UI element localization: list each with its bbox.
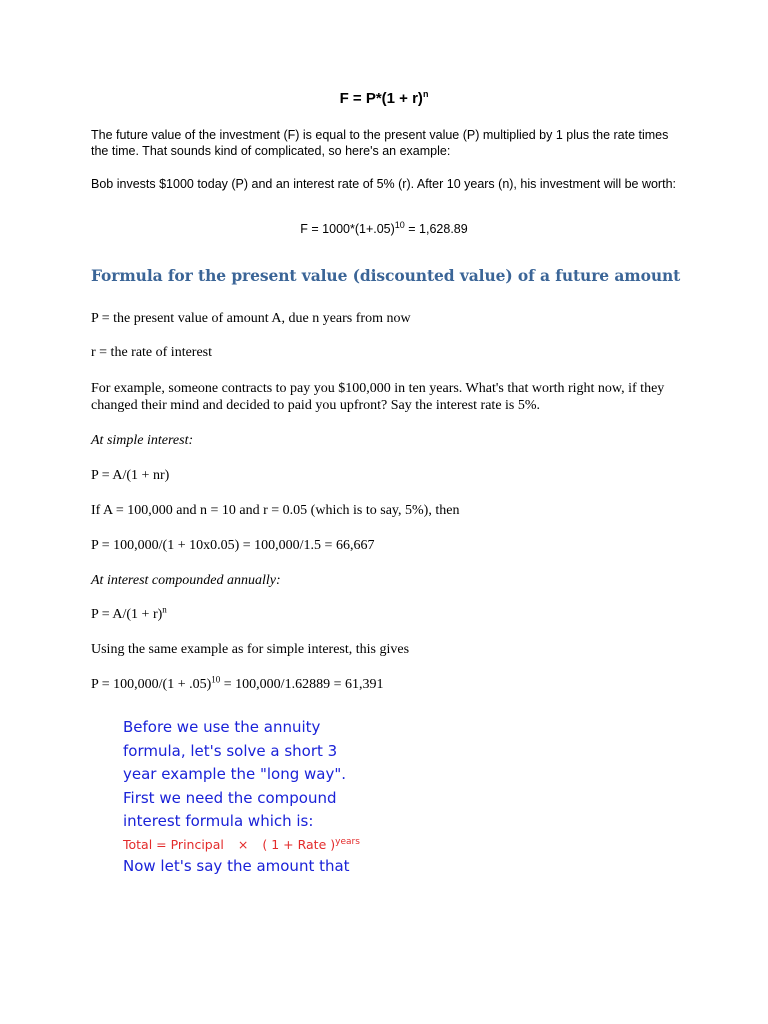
- example-formula-result: = 1,628.89: [404, 222, 468, 236]
- simple-interest-calculation: P = 100,000/(1 + 10x0.05) = 100,000/1.5 = 66,667: [91, 538, 375, 553]
- handwritten-line-6: Now let's say the amount that: [123, 856, 350, 875]
- main-formula-exponent: n: [422, 89, 429, 99]
- compound-formula-exponent: n: [162, 604, 167, 615]
- definition-p: P = the present value of amount A, due n years from now: [91, 311, 411, 326]
- formula-times: ×: [237, 836, 249, 852]
- main-formula: [0, 90, 768, 107]
- handwritten-line-5: interest formula which is:: [123, 812, 314, 830]
- definition-r: r = the rate of interest: [91, 345, 213, 360]
- example-formula: [0, 219, 768, 236]
- example-formula-exponent: 10: [394, 219, 405, 230]
- formula-exponent: years: [335, 836, 360, 847]
- compound-interest-formula: [91, 606, 691, 623]
- intro-paragraph-1: The future value of the investment (F) is equal to the present value (P) multiplied by 1 plus the rate times the time. That sounds kind of complicated, so here's an example:: [91, 128, 669, 158]
- handwritten-line-2: formula, let's solve a short 3: [123, 741, 338, 760]
- intro-paragraph-2: Bob invests $1000 today (P) and an interest rate of 5% (r). After 10 years (n), his investment will be worth:: [91, 177, 676, 191]
- simple-interest-label: At simple interest:: [91, 433, 194, 448]
- handwritten-compound-formula: [123, 834, 423, 855]
- formula-rate: ( 1 + Rate ): [262, 836, 336, 852]
- main-formula-base: F = P*(1 + r): [339, 90, 423, 107]
- simple-interest-condition: If A = 100,000 and n = 10 and r = 0.05 (which is to say, 5%), then: [91, 503, 460, 518]
- handwritten-line-1: Before we use the annuity: [123, 718, 321, 736]
- handwritten-note-image: [123, 716, 423, 878]
- compound-calc-base: P = 100,000/(1 + .05): [91, 677, 212, 692]
- compound-formula-base: P = A/(1 + r): [91, 607, 163, 622]
- handwritten-line-3: year example the "long way".: [123, 765, 346, 783]
- compound-interest-label: At interest compounded annually:: [91, 573, 281, 588]
- compound-interest-calculation: [91, 676, 691, 693]
- section-heading: Formula for the present value (discounted value) of a future amount: [91, 266, 681, 285]
- simple-interest-formula: P = A/(1 + nr): [91, 468, 170, 483]
- compound-calc-exponent: 10: [211, 674, 221, 685]
- compound-interest-intro: Using the same example as for simple interest, this gives: [91, 642, 410, 657]
- example-paragraph: For example, someone contracts to pay you $100,000 in ten years. What's that worth right now, if they changed their mind and decided to paid you upfront? Say the interest rate is 5%.: [91, 381, 665, 413]
- formula-total: Total = Principal: [123, 836, 224, 852]
- example-formula-base: F = 1000*(1+.05): [300, 222, 395, 236]
- compound-calc-rest: = 100,000/1.62889 = 61,391: [220, 677, 384, 692]
- handwritten-line-4: First we need the compound: [123, 788, 337, 807]
